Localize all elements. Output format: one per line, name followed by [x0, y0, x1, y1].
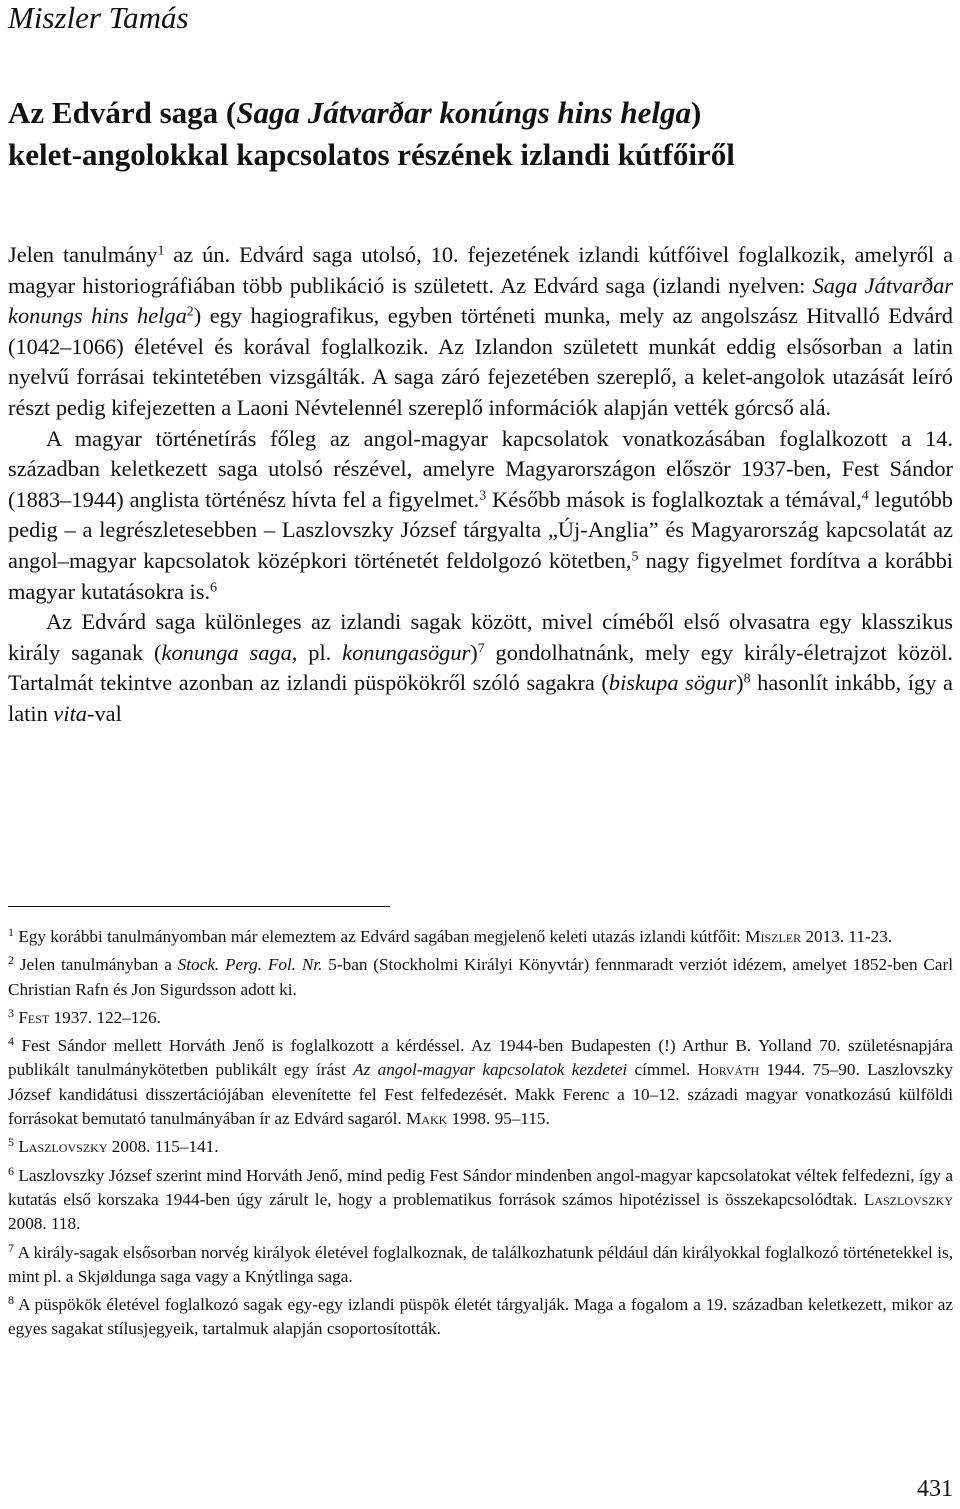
italic-text: Stock. Perg. Fol. Nr. [177, 955, 323, 975]
title-line-2: kelet-angolokkal kapcsolatos részének izlandi kútfőiről [8, 137, 735, 172]
text: ) egy hagiografikus, egyben történeti munka, mely az angolszász Hitvalló Edvárd (1042–1066) életével és korával foglalkozik. Az Izlandon született munkát eddig elsősorban a latin nyelvű forrásai tekintetében vizsgálták. A saga záró fejezetében szereplő, a kelet-angolok utazását leíró részt pedig kifejezetten a Laoni Névtelennél szereplő információk alapján vették górcső alá. [8, 303, 953, 420]
footnote-number: 7 [8, 1240, 15, 1255]
footnote-ref-2[interactable]: 2 [186, 304, 194, 320]
footnote-ref-1[interactable]: 1 [157, 243, 165, 259]
footnote-ref-3[interactable]: 3 [479, 488, 487, 504]
body-text [8, 240, 953, 730]
title-text-close: ) [691, 95, 702, 130]
footnote-3 [8, 1006, 953, 1030]
footnote-6 [8, 1164, 953, 1237]
author-ref: Miszler [745, 927, 802, 946]
article-title [8, 92, 953, 176]
footnote-number: 3 [8, 1005, 15, 1020]
text: Később mások is foglalkoztak a témával, [486, 486, 862, 512]
author-ref: Horváth [697, 1060, 760, 1080]
footnote-number: 4 [8, 1034, 15, 1049]
footnote-5 [8, 1135, 953, 1159]
text: címmel. [627, 1060, 698, 1080]
text: Laszlovszky József szerint mind Horváth Jenő, mind pedig Fest Sándor mindenben angol-magyar kapcsolatokat véltek felfedezni, így a kutatás első korszaka 1944-ben úgy zárult le, hogy a problematikus források számos hipotézissel is összekapcsolódtak. [8, 1165, 953, 1209]
italic-text: konungasögur [342, 639, 471, 665]
text: gondolhatnánk, mely egy király-életrajzot közöl. Tartalmát tekintve azonban az izlandi püspökökről szóló sagakra ( [8, 639, 954, 696]
author-ref: Fest [18, 1007, 50, 1027]
italic-text: konunga saga, [161, 639, 298, 665]
page-number: 431 [917, 1476, 953, 1502]
text: 1998. 95–115. [447, 1109, 550, 1129]
footnote-number: 1 [8, 924, 15, 939]
text: hasonlít inkább, így a latin [8, 670, 953, 726]
text: Az Edvárd saga különleges az izlandi sagak között, mivel címéből első olvasatra egy klasszikus király saganak ( [8, 609, 953, 665]
text: Jelen tanulmányban a [14, 955, 178, 975]
italic-text: vita [53, 700, 87, 726]
text: 1944. 75–90. Laszlovszky József kandidátusi disszertációjában elevenítette fel Fest felfedezését. Makk Ferenc a 10–12. századi magyar vonatkozású külföldi forrásokat bemutató tanulmányában ír az Edvárd sagaról. [8, 1060, 953, 1129]
footnote-number: 6 [8, 1163, 15, 1178]
footnote-ref-4[interactable]: 4 [861, 488, 869, 504]
author-ref: Laszlovszky [863, 1189, 953, 1209]
footnote-ref-7[interactable]: 7 [477, 641, 485, 657]
title-text: Az Edvárd saga ( [8, 95, 237, 130]
italic-text: biskupa sögur [608, 670, 737, 696]
italic-text: Saga Játvarðar konungs hins helga [8, 272, 953, 329]
footnote-number: 2 [8, 953, 15, 968]
text: 1937. 122–126. [49, 1007, 161, 1027]
author-name: Miszler Tamás [8, 0, 189, 35]
text: Egy korábbi tanulmányomban már elemeztem az Edvárd sagában megjelenő keleti utazás izlandi kútfőit: [14, 927, 746, 946]
text: ) [736, 670, 744, 696]
italic-text: Az angol-magyar kapcsolatok kezdetei [353, 1060, 628, 1080]
text: legutóbb pedig – a legrészletesebben – Laszlovszky József tárgyalta „Új-Anglia” és Magyarország kapcsolatát az angol–magyar kapcsolatok középkori történetét feldolgozó kötetben, [8, 486, 953, 573]
text: A püspökök életével foglalkozó sagak egy-egy izlandi püspök életét tárgyalják. Maga a fogalom a 19. században keletkezett, mikor az egyes sagakat stílusjegyeik, tartalmuk alapján csoportosították. [8, 1295, 953, 1339]
text: 2008. 115–141. [107, 1137, 219, 1157]
title-italic: Saga Játvarðar konúngs hins helga [236, 95, 692, 130]
text: ) [470, 639, 478, 665]
paragraph-2 [8, 424, 953, 608]
text: Fest Sándor mellett Horváth Jenő is foglalkozott a kérdéssel. Az 1944-ben Budapesten (!) Arthur B. Yolland 70. születésnapjára publikált tanulmánykötetben publikált egy írást [8, 1036, 953, 1080]
footnote-1 [8, 925, 953, 949]
text: -val [86, 700, 122, 726]
text: Jelen tanulmány [8, 242, 158, 267]
footnote-number: 5 [8, 1135, 15, 1150]
footnote-4 [8, 1034, 953, 1131]
footnotes [8, 925, 953, 1342]
footnote-ref-8[interactable]: 8 [743, 671, 751, 687]
footnote-8 [8, 1293, 953, 1342]
paragraph-1 [8, 240, 953, 424]
text: 2013. 11-23. [801, 927, 893, 946]
text: 5-ban (Stockholmi Királyi Könyvtár) fennmaradt verziót idézem, amelyet 1852-ben Carl Christian Rafn és Jon Sigurdsson adott ki. [8, 955, 954, 999]
author-ref: Laszlovszky [18, 1137, 108, 1157]
footnote-2 [8, 953, 953, 1002]
text: A magyar történetírás főleg az angol-magyar kapcsolatok vonatkozásában foglalkozott a 14. században keletkezett saga utolsó részével, amelyre Magyarországon először 1937-ben, Fest Sándor (1883–1944) anglista történész hívta fel a figyelmet. [8, 425, 953, 512]
text: A király-sagak elsősorban norvég királyok életével foglalkoznak, de találkozhatunk például dán királyokkal foglalkozó történetekkel is, mint pl. a Skjøldunga saga vagy a Knýtlinga saga. [8, 1242, 953, 1286]
footnote-divider [8, 906, 390, 907]
text: pl. [297, 639, 343, 665]
footnote-ref-6[interactable]: 6 [210, 579, 218, 595]
footnote-ref-5[interactable]: 5 [631, 549, 639, 565]
text: 2008. 118. [8, 1214, 81, 1234]
footnote-7 [8, 1241, 953, 1290]
text: nagy figyelmet fordítva a korábbi magyar kutatásokra is. [8, 547, 953, 604]
footnote-number: 8 [8, 1293, 15, 1308]
paragraph-3 [8, 607, 953, 729]
text: az ún. Edvárd saga utolsó, 10. fejezetének izlandi kútfőivel foglalkozik, amelyről a magyar historiográfiában több publikáció is született. Az Edvárd saga (izlandi nyelven: [8, 242, 954, 298]
author-ref: Makk [406, 1109, 448, 1129]
